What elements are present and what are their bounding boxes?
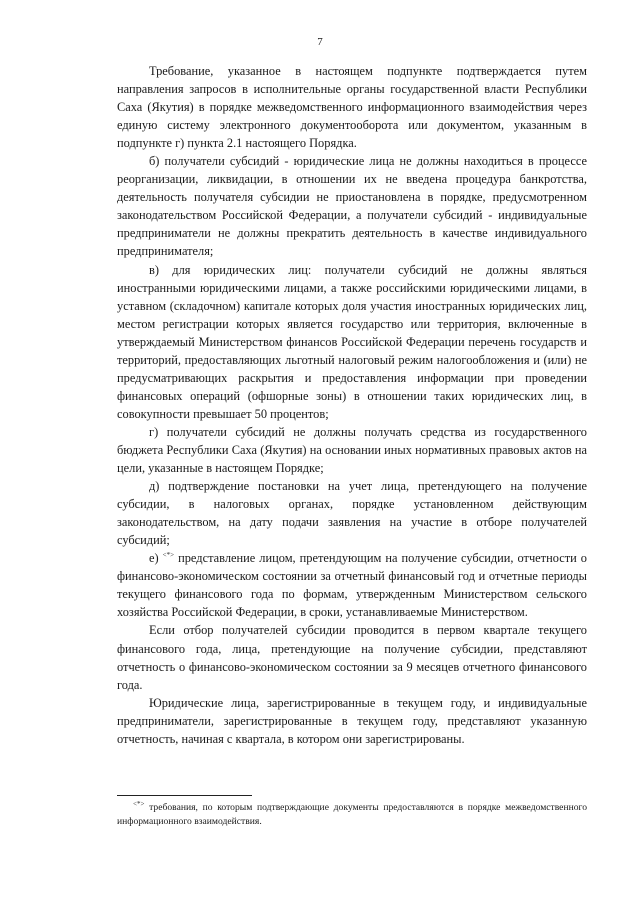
paragraph-item-b: б) получатели субсидий - юридические лица не должны находиться в процессе реорганизации, ликвидации, в отношении их не введена процедура банкротства, деятельность получателя субсидии не приостановлена в порядке, предусмотренном законодательством Российской Федерации, а получатели субсидий - индивидуальные предприниматели не должны прекратить деятельность в качестве индивидуального предпринимателя;: [117, 154, 587, 259]
document-body: [117, 62, 587, 748]
paragraph-first-quarter: Если отбор получателей субсидии проводится в первом квартале текущего финансового года, лица, претендующие на получение субсидии, представляют отчетность о финансово-экономическом состоянии за 9 месяцев отчетного финансового года.: [117, 623, 587, 692]
footnote-mark: <*>: [133, 799, 145, 808]
paragraph-requirement-note: Требование, указанное в настоящем подпункте подтверждается путем направления запросов в исполнительные органы государственной власти Республики Саха (Якутия) в порядке межведомственного информационного взаимодействия через единую систему электронного документооборота или документом, указанным в подпункте г) пункта 2.1 настоящего Порядка.: [117, 64, 587, 151]
item-e-prefix: е): [149, 551, 159, 566]
footnote-reference-mark: <*>: [162, 551, 175, 560]
paragraph-item-g: г) получатели субсидий не должны получать средства из государственного бюджета Республики Саха (Якутия) на основании иных нормативных правовых актов на цели, указанные в настоящем Порядке;: [117, 424, 587, 476]
page-number: 7: [317, 36, 323, 48]
footnote-separator: [117, 795, 252, 796]
paragraph-item-v: в) для юридических лиц: получатели субсидий не должны являться иностранными юридическими лицами, а также российскими юридическими лицами, в уставном (складочном) капитале которых доля участия иностранных юридических лиц, местом регистрации которых является государство или территория, включенные в утверждаемый Министерством финансов Российской Федерации перечень государств и территорий, предоставляющих льготный налоговый режим налогообложения и (или) не предусматривающих раскрытия и предоставления информации при проведении финансовых операций (офшорные зоны) в отношении таких юридических лиц, в совокупности превышает 50 процентов;: [117, 262, 587, 421]
footnote: [117, 801, 587, 829]
paragraph-item-d: д) подтверждение постановки на учет лица, претендующего на получение субсидии, в налоговых органах, порядке установленном действующим законодательством, на дату подачи заявления на участие в отборе получателей субсидий;: [117, 479, 587, 548]
paragraph-item-e: [117, 549, 587, 621]
paragraph-new-registrants: Юридические лица, зарегистрированные в текущем году, и индивидуальные предприниматели, зарегистрированные в текущем году, представляют указанную отчетность, начиная с квартала, в котором они зарегистрированы.: [117, 695, 587, 746]
item-e-text: представление лицом, претендующим на получение субсидии, отчетности о финансово-экономическом состоянии за отчетный финансовый год и отчетные периоды текущего финансового года по формам, утвержденным Министерством сельского хозяйства Российской Федерации, в сроки, устанавливаемые Министерством.: [117, 551, 587, 620]
footnote-text: требования, по которым подтверждающие документы предоставляются в порядке межведомственного информационного взаимодействия.: [117, 802, 587, 827]
